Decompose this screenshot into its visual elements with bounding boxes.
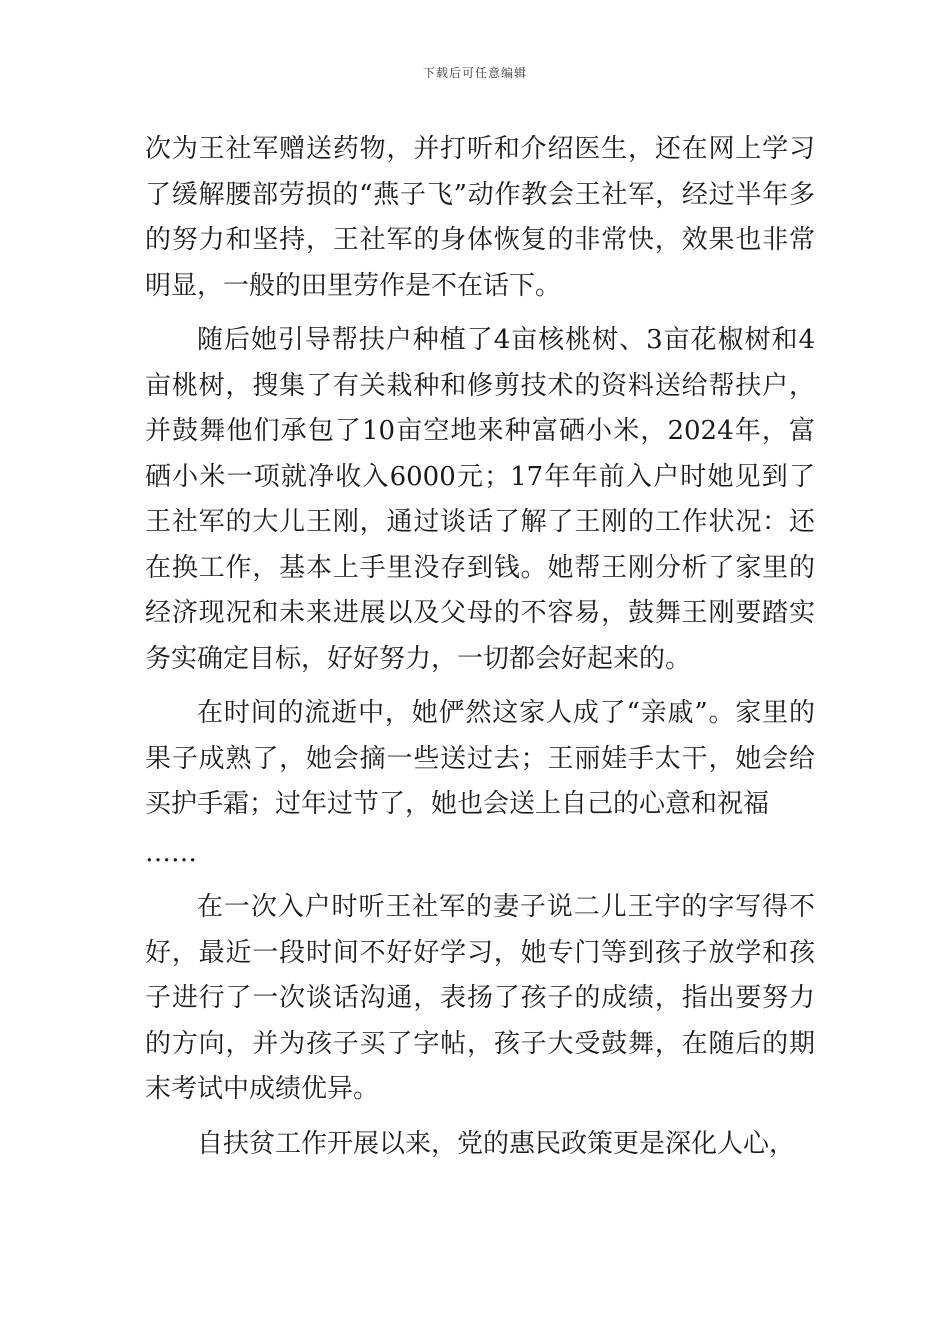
page-header-note: 下载后可任意编辑 [422, 66, 527, 80]
paragraph-4: 在一次入户时听王社军的妻子说二儿王宇的字写得不好，最近一段时间不好好学习，她专门等到孩子放学和孩子进行了一次谈话沟通，表扬了孩子的成绩，指出要努力的方向，并为孩子买了字帖，孩子大受鼓舞，在随后的期末考试中成绩优异。 [145, 892, 815, 1104]
document-body [145, 127, 815, 1176]
paragraph-3: 在时间的流逝中，她俨然这家人成了“亲戚”。家里的果子成熟了，她会摘一些送过去；王丽娃手太干，她会给买护手霜；过年过节了，她也会送上自己的心意和祝福 [145, 698, 815, 819]
paragraph-2: 随后她引导帮扶户种植了4亩核桃树、3亩花椒树和4亩桃树，搜集了有关栽种和修剪技术的资料送给帮扶户，并鼓舞他们承包了10亩空地来种富硒小米，2024年，富硒小米一项就净收入6000元；17年年前入户时她见到了王社军的大儿王刚，通过谈话了解了王刚的工作状况：还在换工作，基本上手里没存到钱。她帮王刚分析了家里的经济现况和未来进展以及父母的不容易，鼓舞王刚要踏实务实确定目标，好好努力，一切都会好起来的。 [145, 325, 815, 674]
paragraph-5: 自扶贫工作开展以来，党的惠民政策更是深化人心， [197, 1128, 796, 1159]
paragraph-1: 次为王社军赠送药物，并打听和介绍医生，还在网上学习了缓解腰部劳损的“燕子飞”动作教会王社军，经过半年多的努力和坚持，王社军的身体恢复的非常快，效果也非常明显，一般的田里劳作是不在话下。 [145, 134, 815, 301]
paragraph-3-ellipsis: …… [145, 837, 197, 868]
